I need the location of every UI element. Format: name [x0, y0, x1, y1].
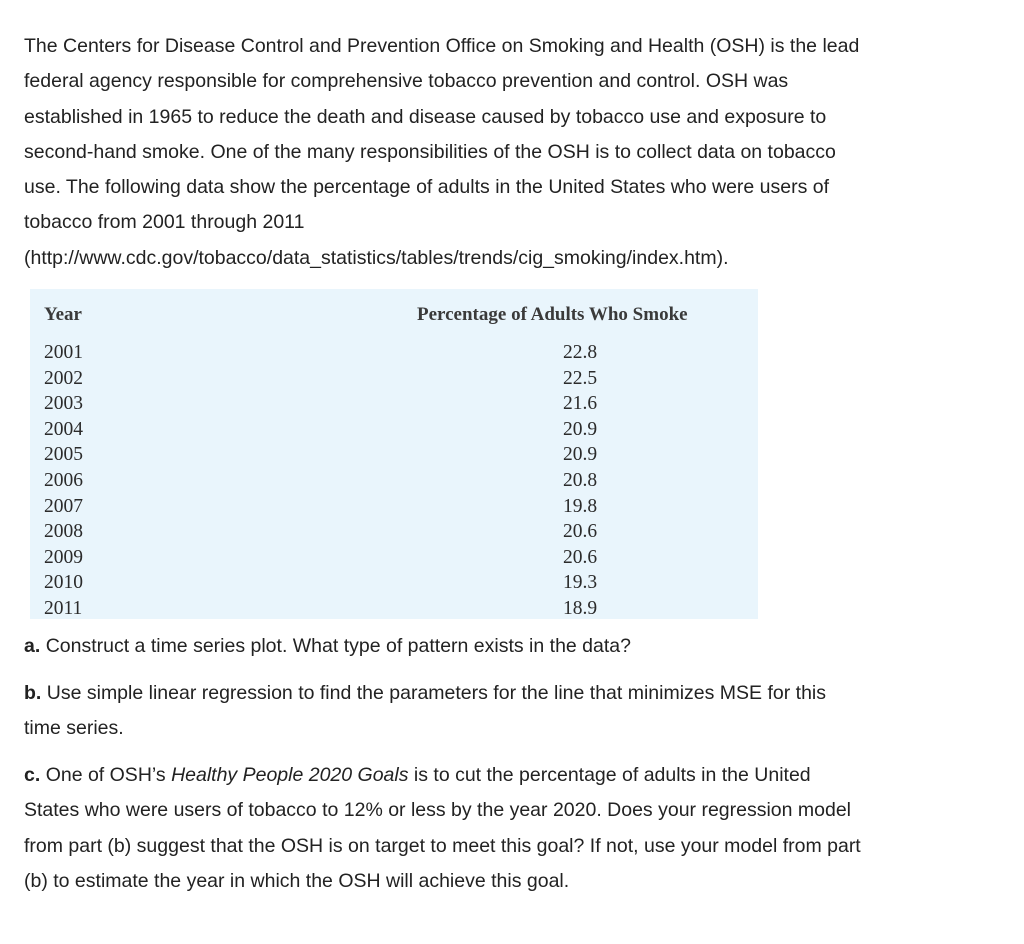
table-row: [30, 596, 758, 622]
year-cell: 2009: [44, 546, 83, 568]
table-row: [30, 340, 758, 366]
intro-line: use. The following data show the percentage of adults in the United States who were users of: [24, 176, 830, 199]
table-row: [30, 442, 758, 468]
question-b-text: Use simple linear regression to find the parameters for the line that minimizes MSE for this: [46, 682, 827, 704]
intro-line: tobacco from 2001 through 2011: [24, 211, 305, 234]
percentage-cell: 21.6: [563, 393, 598, 415]
year-cell: 2010: [44, 572, 83, 594]
percentage-cell: 19.3: [563, 572, 598, 594]
percentage-cell: 20.6: [563, 546, 598, 568]
table-row: [30, 494, 758, 520]
percentage-cell: 19.8: [563, 495, 598, 517]
question-c-line: (b) to estimate the year in which the OSH will achieve this goal.: [24, 869, 570, 892]
question-a: [24, 629, 999, 664]
question-c-label: c.: [24, 764, 41, 786]
question-c-text-post: is to cut the percentage of adults in the United: [408, 764, 811, 786]
percentage-cell: 22.5: [563, 367, 598, 389]
table-row: [30, 519, 758, 545]
question-b-line: [24, 676, 999, 711]
percentage-cell: 20.9: [563, 444, 598, 466]
question-c-line: [24, 758, 999, 793]
percentage-cell: 22.8: [563, 342, 598, 363]
intro-line: established in 1965 to reduce the death and disease caused by tobacco use and exposure to: [24, 105, 827, 128]
table-row: [30, 468, 758, 494]
year-cell: 2002: [44, 367, 83, 389]
table-row: [30, 366, 758, 392]
question-c-goal-title: Healthy People 2020 Goals: [171, 764, 409, 786]
smoking-data-table: [30, 289, 758, 619]
year-cell: 2008: [44, 521, 83, 543]
question-b: [24, 676, 999, 747]
year-cell: 2001: [44, 342, 83, 363]
percentage-cell: 20.9: [563, 418, 598, 440]
year-cell: 2007: [44, 495, 83, 517]
table-row: [30, 545, 758, 571]
year-cell: 2004: [44, 418, 83, 440]
intro-paragraph: [24, 29, 999, 276]
table-header-year: Year: [44, 304, 82, 325]
year-cell: 2006: [44, 469, 83, 491]
table-row: [30, 391, 758, 417]
year-cell: 2011: [44, 597, 83, 619]
question-a-text: Construct a time series plot. What type of pattern exists in the data?: [45, 635, 631, 657]
table-row: [30, 570, 758, 596]
year-cell: 2005: [44, 444, 83, 466]
intro-line: federal agency responsible for comprehensive tobacco prevention and control. OSH was: [24, 70, 789, 93]
table-row: [30, 417, 758, 443]
question-b-line: time series.: [24, 717, 124, 740]
table-header-percentage: Percentage of Adults Who Smoke: [417, 304, 688, 325]
question-c-line: from part (b) suggest that the OSH is on target to meet this goal? If not, use your model from part: [24, 834, 861, 857]
question-c-text-pre: One of OSH’s: [45, 764, 172, 786]
table-body: [30, 340, 758, 622]
intro-line: second-hand smoke. One of the many responsibilities of the OSH is to collect data on tobacco: [24, 140, 836, 163]
question-a-line: [24, 629, 999, 664]
percentage-cell: 18.9: [563, 597, 598, 619]
question-c-line: States who were users of tobacco to 12% or less by the year 2020. Does your regression model: [24, 799, 852, 822]
question-b-label: b.: [24, 682, 42, 704]
percentage-cell: 20.8: [563, 469, 598, 491]
intro-source-url: (http://www.cdc.gov/tobacco/data_statistics/tables/trends/cig_smoking/index.htm).: [24, 246, 729, 269]
question-a-label: a.: [24, 635, 41, 657]
intro-line: The Centers for Disease Control and Prevention Office on Smoking and Health (OSH) is the lead: [24, 35, 860, 57]
percentage-cell: 20.6: [563, 521, 598, 543]
question-c: [24, 758, 999, 899]
year-cell: 2003: [44, 393, 83, 415]
